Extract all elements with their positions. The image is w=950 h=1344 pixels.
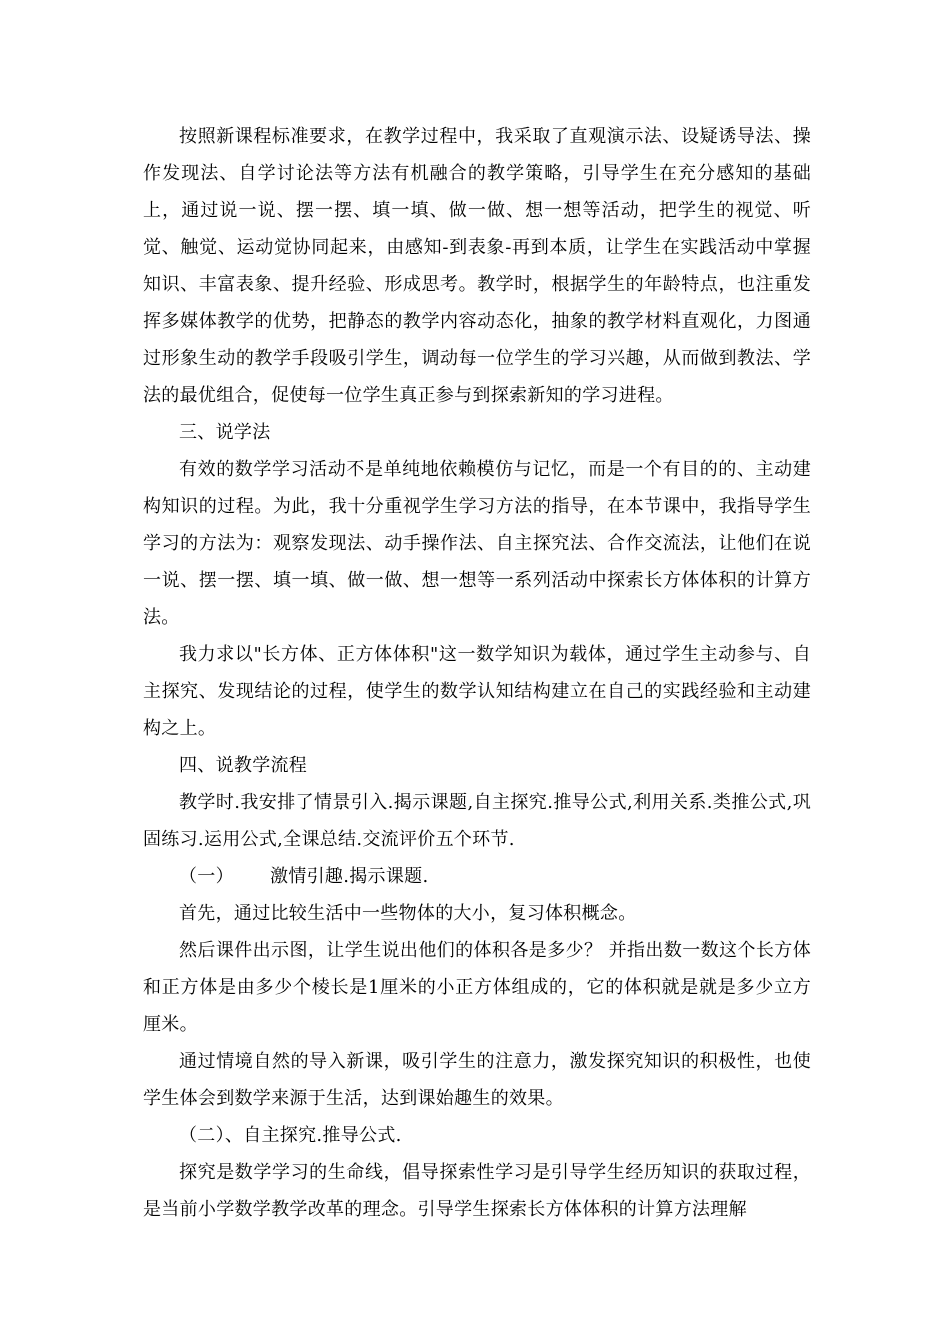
- paragraph-knowledge-carrier: 我力求以"长方体、正方体体积"这一数学知识为载体，通过学生主动参与、自主探究、发现结论的过程，使学生的数学认知结构建立在自己的实践经验和主动建构之上。: [143, 644, 811, 739]
- subheading-stage-one: （一） 激情引趣.揭示课题.: [179, 866, 429, 887]
- subheading-stage-two: （二）、自主探究.推导公式.: [179, 1125, 402, 1146]
- paragraph-teaching-methods: 按照新课程标准要求，在教学过程中，我采取了直观演示法、设疑诱导法、操作发现法、自学讨论法等方法有机融合的教学策略，引导学生在充分感知的基础上，通过说一说、摆一摆、填一填、做一做、想一想等活动，把学生的视觉、听觉、触觉、运动觉协同起来，由感知-到表象-再到本质，让学生在实践活动中掌握知识、丰富表象、提升经验、形成思考。教学时，根据学生的年龄特点，也注重发挥多媒体教学的优势，把静态的教学内容动态化，抽象的教学材料直观化，力图通过形象生动的教学手段吸引学生，调动每一位学生的学习兴趣，从而做到教法、学法的最优组合，促使每一位学生真正参与到探索新知的学习进程。: [143, 126, 811, 406]
- section-heading-learning-methods: 三、说学法: [179, 422, 271, 443]
- paragraph-situation-intro: 通过情境自然的导入新课，吸引学生的注意力，激发探究知识的积极性，也使学生体会到数学来源于生活，达到课始趣生的效果。: [143, 1051, 811, 1109]
- section-heading-teaching-process: 四、说教学流程: [179, 755, 308, 776]
- paragraph-inquiry: 探究是数学学习的生命线，倡导探索性学习是引导学生经历知识的获取过程，是当前小学数学教学改革的理念。引导学生探索长方体体积的计算方法理解: [143, 1162, 811, 1220]
- paragraph-learning-activities: 有效的数学学习活动不是单纯地依赖模仿与记忆，而是一个有目的的、主动建构知识的过程。为此，我十分重视学生学习方法的指导，在本节课中，我指导学生学习的方法为：观察发现法、动手操作法、自主探究法、合作交流法，让他们在说一说、摆一摆、填一填、做一做、想一想等一系列活动中探索长方体体积的计算方法。: [143, 459, 811, 628]
- paragraph-five-stages: 教学时.我安排了情景引入.揭示课题,自主探究.推导公式,利用关系.类推公式,巩固练习.运用公式,全课总结.交流评价五个环节.: [143, 792, 811, 850]
- paragraph-review-volume: 首先，通过比较生活中一些物体的大小，复习体积概念。: [179, 903, 637, 924]
- document-body: [143, 118, 811, 1228]
- paragraph-courseware-figure: 然后课件出示图，让学生说出他们的体积各是多少？ 并指出数一数这个长方体和正方体是由多少个棱长是1厘米的小正方体组成的，它的体积就是就是多少立方厘米。: [143, 940, 811, 1035]
